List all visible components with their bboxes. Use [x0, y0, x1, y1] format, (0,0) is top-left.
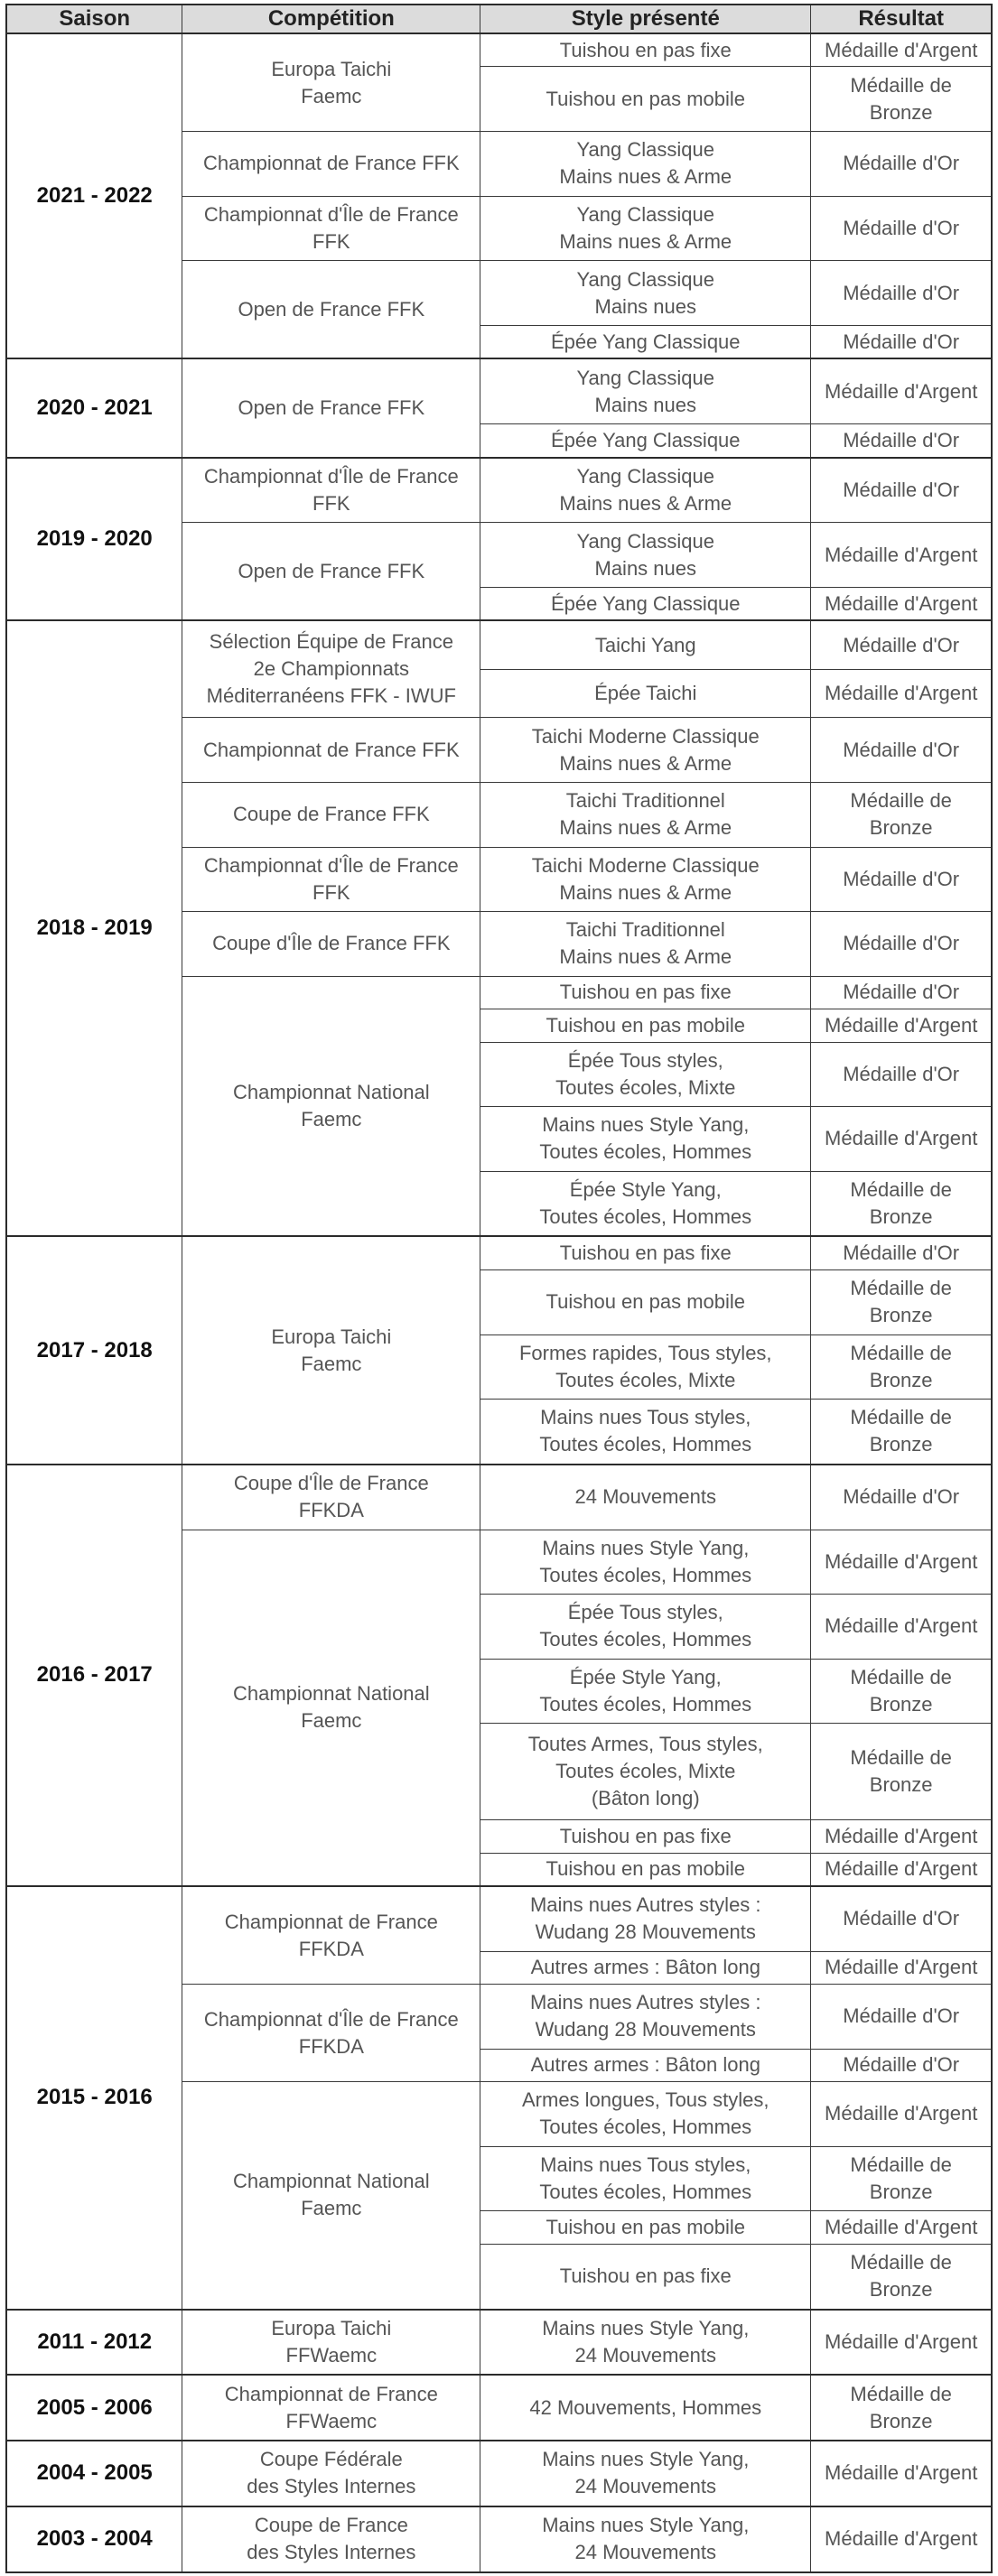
- result-cell: Médaille d'Or: [811, 132, 992, 197]
- style-cell: Épée Yang Classique: [480, 587, 811, 620]
- style-cell: Mains nues Autres styles : Wudang 28 Mouvements: [480, 1985, 811, 2050]
- result-cell: Médaille d'Argent: [811, 2441, 992, 2506]
- season-cell: 2018 - 2019: [6, 620, 182, 1236]
- result-cell: Médaille de Bronze: [811, 782, 992, 847]
- style-cell: Épée Style Yang, Toutes écoles, Hommes: [480, 1659, 811, 1724]
- competition-cell: Championnat de France FFWaemc: [182, 2375, 480, 2441]
- competition-cell: Coupe Fédérale des Styles Internes: [182, 2441, 480, 2506]
- table-row: [6, 33, 992, 67]
- result-cell: Médaille d'Argent: [811, 2506, 992, 2572]
- style-cell: Épée Tous styles, Toutes écoles, Mixte: [480, 1042, 811, 1107]
- season-cell: 2015 - 2016: [6, 1886, 182, 2309]
- table-row: [6, 1236, 992, 1269]
- season-cell: 2017 - 2018: [6, 1236, 182, 1464]
- header-row: [6, 5, 992, 33]
- competition-cell: Europa Taichi Faemc: [182, 1236, 480, 1464]
- result-cell: Médaille d'Or: [811, 912, 992, 977]
- competition-cell: Championnat de France FFK: [182, 718, 480, 783]
- header-style: Style présenté: [480, 5, 811, 33]
- result-cell: Médaille d'Argent: [811, 523, 992, 588]
- style-cell: Tuishou en pas mobile: [480, 1009, 811, 1042]
- table-row: [6, 2506, 992, 2572]
- result-cell: Médaille d'Or: [811, 620, 992, 669]
- season-cell: 2016 - 2017: [6, 1465, 182, 1886]
- result-cell: Médaille d'Argent: [811, 1595, 992, 1660]
- table-row: [6, 1465, 992, 1530]
- result-cell: Médaille d'Or: [811, 1236, 992, 1269]
- result-cell: Médaille d'Argent: [811, 1853, 992, 1886]
- style-cell: Épée Tous styles, Toutes écoles, Hommes: [480, 1595, 811, 1660]
- result-cell: Médaille d'Or: [811, 1465, 992, 1530]
- style-cell: 24 Mouvements: [480, 1465, 811, 1530]
- competition-cell: Championnat d'Île de France FFK: [182, 847, 480, 912]
- header-result: Résultat: [811, 5, 992, 33]
- competition-cell: Championnat d'Île de France FFKDA: [182, 1985, 480, 2082]
- result-cell: Médaille d'Or: [811, 196, 992, 261]
- result-cell: Médaille d'Or: [811, 2049, 992, 2081]
- table-row: [6, 2441, 992, 2506]
- result-cell: Médaille d'Or: [811, 718, 992, 783]
- result-cell: Médaille de Bronze: [811, 1269, 992, 1334]
- result-cell: Médaille d'Argent: [811, 33, 992, 67]
- result-cell: Médaille d'Or: [811, 325, 992, 358]
- result-cell: Médaille de Bronze: [811, 2375, 992, 2441]
- header-competition: Compétition: [182, 5, 480, 33]
- competition-cell: Championnat de France FFKDA: [182, 1886, 480, 1985]
- season-cell: 2003 - 2004: [6, 2506, 182, 2572]
- result-cell: Médaille d'Argent: [811, 1820, 992, 1853]
- season-cell: 2020 - 2021: [6, 358, 182, 457]
- competition-cell: Championnat National Faemc: [182, 2082, 480, 2310]
- result-cell: Médaille d'Argent: [811, 2310, 992, 2376]
- table-row: [6, 2310, 992, 2376]
- style-cell: Autres armes : Bâton long: [480, 1951, 811, 1984]
- result-cell: Médaille d'Argent: [811, 587, 992, 620]
- season-cell: 2011 - 2012: [6, 2310, 182, 2376]
- style-cell: Épée Yang Classique: [480, 424, 811, 458]
- style-cell: Armes longues, Tous styles, Toutes écoles, Hommes: [480, 2082, 811, 2147]
- result-cell: Médaille de Bronze: [811, 2146, 992, 2211]
- style-cell: Mains nues Style Yang, Toutes écoles, Hommes: [480, 1530, 811, 1595]
- style-cell: Mains nues Style Yang, 24 Mouvements: [480, 2441, 811, 2506]
- style-cell: Taichi Yang: [480, 620, 811, 669]
- style-cell: Autres armes : Bâton long: [480, 2049, 811, 2081]
- style-cell: Tuishou en pas mobile: [480, 2211, 811, 2244]
- competition-cell: Europa Taichi FFWaemc: [182, 2310, 480, 2376]
- style-cell: Formes rapides, Tous styles, Toutes écoles, Mixte: [480, 1334, 811, 1400]
- result-cell: Médaille d'Or: [811, 1886, 992, 1951]
- style-cell: Tuishou en pas mobile: [480, 1269, 811, 1334]
- style-cell: Tuishou en pas fixe: [480, 1820, 811, 1853]
- competition-cell: Coupe de France des Styles Internes: [182, 2506, 480, 2572]
- style-cell: Mains nues Tous styles, Toutes écoles, Hommes: [480, 1400, 811, 1465]
- style-cell: Mains nues Autres styles : Wudang 28 Mouvements: [480, 1886, 811, 1951]
- season-cell: 2021 - 2022: [6, 33, 182, 358]
- table-row: [6, 620, 992, 669]
- style-cell: Tuishou en pas mobile: [480, 1853, 811, 1886]
- result-cell: Médaille de Bronze: [811, 1400, 992, 1465]
- table-row: [6, 1886, 992, 1951]
- style-cell: Tuishou en pas fixe: [480, 2244, 811, 2309]
- result-cell: Médaille d'Or: [811, 1042, 992, 1107]
- style-cell: Yang Classique Mains nues: [480, 261, 811, 326]
- result-cell: Médaille de Bronze: [811, 67, 992, 132]
- competition-cell: Open de France FFK: [182, 523, 480, 621]
- style-cell: Taichi Moderne Classique Mains nues & Arme: [480, 718, 811, 783]
- style-cell: Tuishou en pas fixe: [480, 33, 811, 67]
- result-cell: Médaille d'Argent: [811, 358, 992, 423]
- style-cell: Épée Style Yang, Toutes écoles, Hommes: [480, 1171, 811, 1236]
- style-cell: Toutes Armes, Tous styles, Toutes écoles, Mixte (Bâton long): [480, 1724, 811, 1820]
- result-cell: Médaille d'Argent: [811, 2211, 992, 2244]
- style-cell: Taichi Moderne Classique Mains nues & Arme: [480, 847, 811, 912]
- result-cell: Médaille d'Argent: [811, 670, 992, 718]
- result-cell: Médaille de Bronze: [811, 1724, 992, 1820]
- style-cell: Mains nues Tous styles, Toutes écoles, Hommes: [480, 2146, 811, 2211]
- competition-cell: Open de France FFK: [182, 261, 480, 359]
- result-cell: Médaille d'Or: [811, 1985, 992, 2050]
- competition-cell: Championnat National Faemc: [182, 976, 480, 1236]
- result-cell: Médaille de Bronze: [811, 1659, 992, 1724]
- results-table: [5, 4, 993, 2573]
- result-cell: Médaille d'Or: [811, 458, 992, 523]
- competition-cell: Championnat National Faemc: [182, 1530, 480, 1886]
- style-cell: Mains nues Style Yang, 24 Mouvements: [480, 2506, 811, 2572]
- competition-cell: Championnat d'Île de France FFK: [182, 458, 480, 523]
- style-cell: Mains nues Style Yang, Toutes écoles, Hommes: [480, 1107, 811, 1172]
- table-row: [6, 458, 992, 523]
- result-cell: Médaille d'Or: [811, 976, 992, 1009]
- style-cell: Tuishou en pas mobile: [480, 67, 811, 132]
- season-cell: 2004 - 2005: [6, 2441, 182, 2506]
- competition-cell: Sélection Équipe de France 2e Championnats Méditerranéens FFK - IWUF: [182, 620, 480, 717]
- result-cell: Médaille d'Argent: [811, 1107, 992, 1172]
- style-cell: Taichi Traditionnel Mains nues & Arme: [480, 912, 811, 977]
- result-cell: Médaille d'Argent: [811, 1951, 992, 1984]
- competition-cell: Europa Taichi Faemc: [182, 33, 480, 132]
- style-cell: Taichi Traditionnel Mains nues & Arme: [480, 782, 811, 847]
- style-cell: Yang Classique Mains nues & Arme: [480, 458, 811, 523]
- style-cell: Épée Taichi: [480, 670, 811, 718]
- result-cell: Médaille d'Or: [811, 261, 992, 326]
- style-cell: Yang Classique Mains nues: [480, 523, 811, 588]
- season-cell: 2019 - 2020: [6, 458, 182, 621]
- result-cell: Médaille d'Or: [811, 424, 992, 458]
- style-cell: Épée Yang Classique: [480, 325, 811, 358]
- result-cell: Médaille de Bronze: [811, 2244, 992, 2309]
- style-cell: Yang Classique Mains nues & Arme: [480, 132, 811, 197]
- table-row: [6, 2375, 992, 2441]
- competition-cell: Championnat d'Île de France FFK: [182, 196, 480, 261]
- style-cell: 42 Mouvements, Hommes: [480, 2375, 811, 2441]
- style-cell: Mains nues Style Yang, 24 Mouvements: [480, 2310, 811, 2376]
- competition-cell: Coupe d'Île de France FFK: [182, 912, 480, 977]
- result-cell: Médaille d'Argent: [811, 1530, 992, 1595]
- season-cell: 2005 - 2006: [6, 2375, 182, 2441]
- result-cell: Médaille d'Argent: [811, 2082, 992, 2147]
- competition-cell: Coupe de France FFK: [182, 782, 480, 847]
- result-cell: Médaille de Bronze: [811, 1334, 992, 1400]
- competition-cell: Coupe d'Île de France FFKDA: [182, 1465, 480, 1530]
- competition-cell: Championnat de France FFK: [182, 132, 480, 197]
- header-season: Saison: [6, 5, 182, 33]
- style-cell: Tuishou en pas fixe: [480, 1236, 811, 1269]
- result-cell: Médaille d'Argent: [811, 1009, 992, 1042]
- result-cell: Médaille d'Or: [811, 847, 992, 912]
- style-cell: Yang Classique Mains nues & Arme: [480, 196, 811, 261]
- competition-cell: Open de France FFK: [182, 358, 480, 457]
- results-body: [6, 33, 992, 2572]
- style-cell: Yang Classique Mains nues: [480, 358, 811, 423]
- style-cell: Tuishou en pas fixe: [480, 976, 811, 1009]
- table-row: [6, 358, 992, 423]
- result-cell: Médaille de Bronze: [811, 1171, 992, 1236]
